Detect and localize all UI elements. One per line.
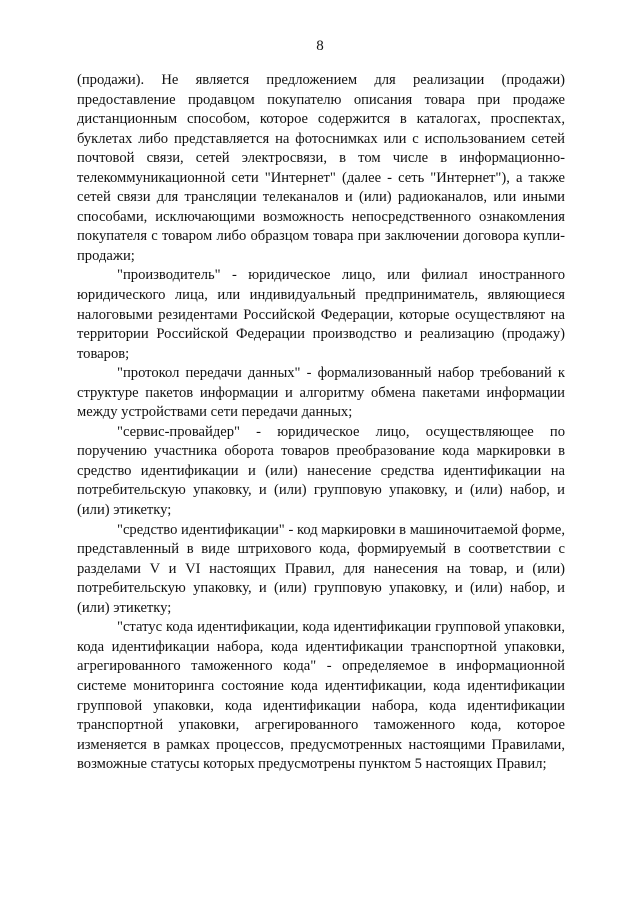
page-number: 8 xyxy=(316,38,324,54)
paragraph-definition-code-status: "статус кода идентификации, кода идентификации групповой упаковки, кода идентификации набора, кода идентификации транспортной упаковки, агрегированного таможенного кода" - определяемое в информационной системе мониторинга состояние кода идентификации, кода идентификации групповой упаковки, кода идентификации набора, кода идентификации транспортной упаковки, агрегированного таможенного кода, которое изменяется в рамках процессов, предусмотренных настоящими Правилами, возможные статусы которых предусмотрены пунктом 5 настоящих Правил; xyxy=(77,619,565,773)
paragraph-sale-continuation: (продажи). Не является предложением для реализации (продажи) предоставление продавцом покупателю описания товара при продаже дистанционным способом, которое содержится в каталогах, проспектах, буклетах либо представляется на фотоснимках или с использованием сетей почтовой связи, сетей электросвязи, в том числе в информационно-телекоммуникационной сети "Интернет" (далее - сеть "Интернет"), а также сетей связи для трансляции телеканалов и (или) радиоканалов, или иными способами, исключающими возможность непосредственного ознакомления покупателя с товаром либо образцом товара при заключении договора купли-продажи; xyxy=(77,72,565,264)
paragraph-definition-data-protocol: "протокол передачи данных" - формализованный набор требований к структуре пакетов информации и алгоритму обмена пакетами информации между устройствами сети передачи данных; xyxy=(77,365,565,421)
document-body xyxy=(77,71,565,775)
paragraph-definition-service-provider: "сервис-провайдер" - юридическое лицо, осуществляющее по поручению участника оборота товаров преобразование кода маркировки в средство идентификации и (или) нанесение средства идентификации на потребительскую упаковку, и (или) групповую упаковку, и (или) набор, и (или) этикетку; xyxy=(77,423,565,519)
paragraph-definition-manufacturer: "производитель" - юридическое лицо, или филиал иностранного юридического лица, или индивидуальный предприниматель, являющиеся налоговыми резидентами Российской Федерации, которые осуществляют на территории Российской Федерации производство и реализацию (продажу) товаров; xyxy=(77,267,565,362)
paragraph-definition-identification-means: "средство идентификации" - код маркировки в машиночитаемой форме, представленный в виде штрихового кода, формируемый в соответствии с разделами V и VI настоящих Правил, для нанесения на товар, и (или) потребительскую упаковку, и (или) групповую упаковку, и (или) набор, и (или) этикетку; xyxy=(77,521,565,616)
